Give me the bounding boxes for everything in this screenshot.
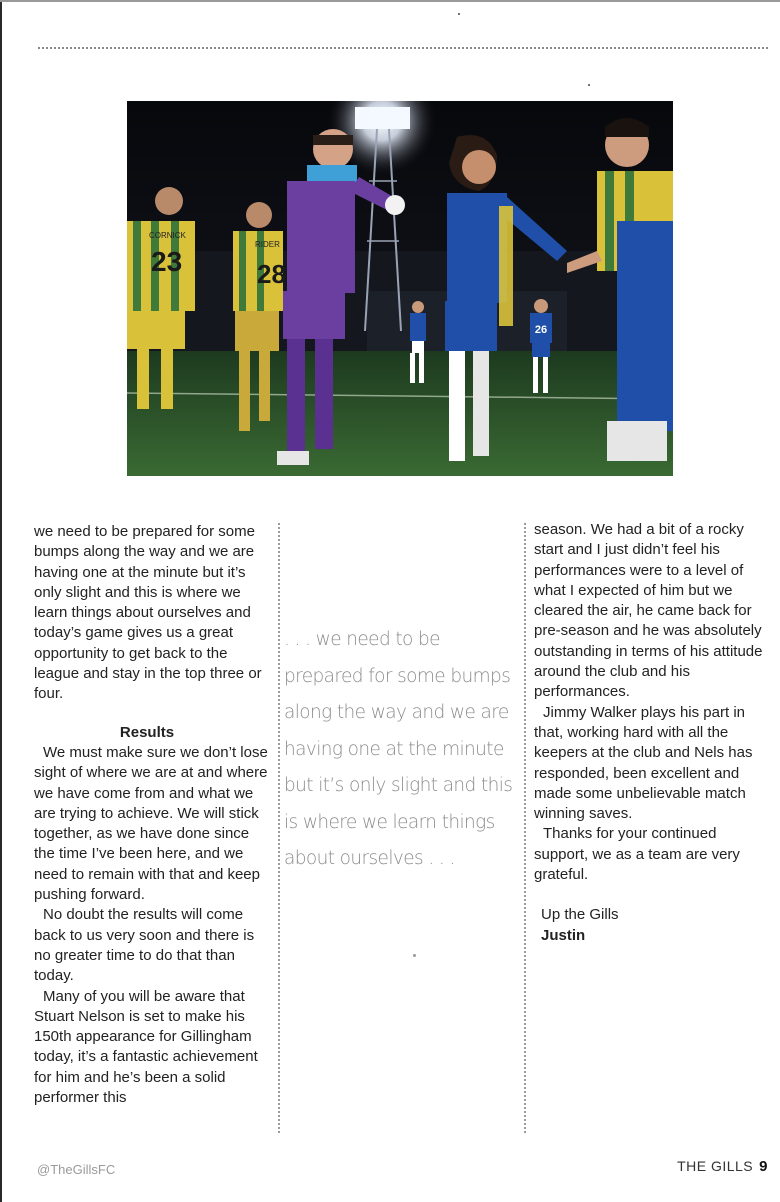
article-left-column (34, 522, 274, 1108)
match-photo (127, 101, 673, 476)
publication-name: THE GILLS (677, 1158, 754, 1174)
article-paragraph: We must make sure we don’t lose sight of where we are at and where we have come from and what we are trying to achieve. We will stick together, as we have done since the time I’ve been here, and we need to remain with that and keep pushing forward. (34, 743, 268, 904)
twitter-handle: @TheGillsFC (37, 1162, 116, 1177)
article-paragraph: Thanks for your continued support, we as a team are very grateful. (534, 825, 740, 884)
column-divider (278, 523, 280, 1133)
article-paragraph: season. We had a bit of a rocky start and I just didn’t feel his performances were to a level of what I expected of him but we cleared the air, he came back for pre-season and he was absolutely outstanding in terms of his attitude around the club and his performances. (534, 521, 763, 701)
article-paragraph: Many of you will be aware that Stuart Nelson is set to make his 150th appearance for Gillingham today, it’s a fantastic achievement for him and he’s been a solid performer this (34, 987, 258, 1107)
shirt-number: 28 (257, 259, 286, 289)
article-paragraph: No doubt the results will come back to us very soon and there is no greater time to do that than today. (34, 906, 255, 985)
pull-quote: . . . we need to be prepared for some bumps along the way and we are having one at the minute but it’s only slight and this is where we learn things about ourselves . . . (284, 629, 513, 869)
scan-speck (458, 13, 460, 15)
top-dotted-rule (38, 47, 768, 49)
page-edge-top (0, 0, 780, 2)
page-edge (0, 0, 2, 1202)
article-right-column (534, 520, 774, 946)
scan-speck (413, 954, 416, 957)
shirt-name: RIDER (255, 240, 280, 249)
shirt-number: 26 (534, 324, 548, 336)
article-paragraph: we need to be prepared for some bumps along the way and we are having one at the minute but it’s only slight and this is where we learn things about ourselves and today’s game gives us a great opportunity to get back to the league and stay in the top three or four. (34, 523, 262, 703)
shirt-number: 23 (151, 246, 183, 277)
results-subheading: Results (119, 723, 175, 741)
article-paragraph: Jimmy Walker plays his part in that, working hard with all the keepers at the club and Nels has responded, been excellent and made some unbelievable match winning saves. (534, 703, 753, 823)
scan-speck (588, 84, 590, 86)
page-number: 9 (759, 1158, 768, 1175)
page-footer (677, 1158, 768, 1175)
shirt-name: CORNICK (149, 231, 186, 240)
signoff-name: Justin (541, 926, 586, 944)
column-divider (524, 523, 526, 1133)
signoff-line: Up the Gills (541, 906, 619, 924)
